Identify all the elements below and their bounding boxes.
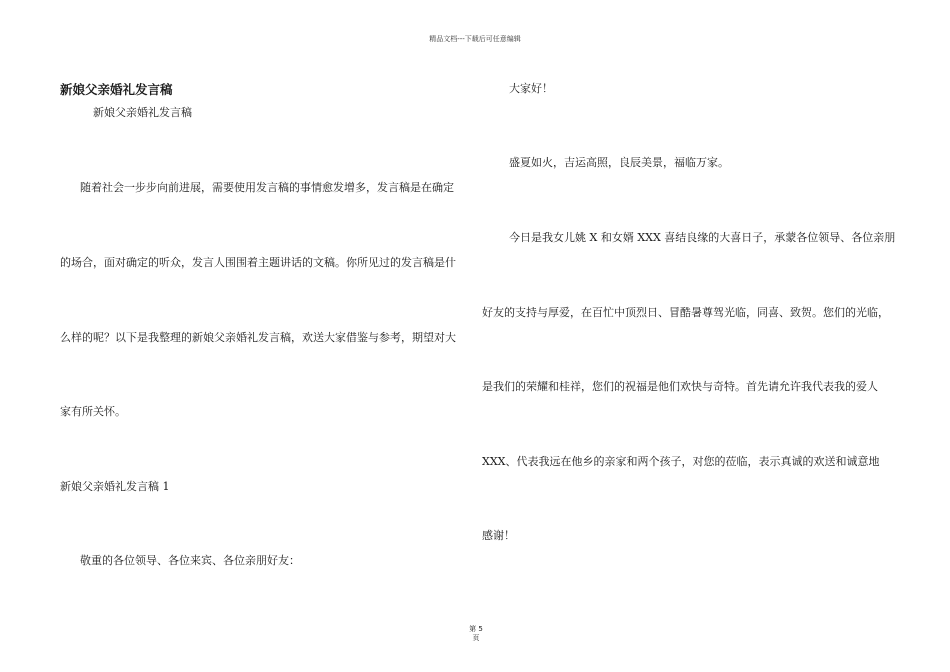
page-number-line1: 第 5: [469, 625, 483, 633]
paragraph-line: 是我们的荣耀和桂祥，您们的祝福是他们欢快与奇特。首先请允许我代表我的爱人: [482, 380, 878, 393]
paragraph-line: 随着社会一步步向前进展，需要使用发言稿的事情愈发增多，发言稿是在确定: [80, 181, 454, 194]
paragraph-line: XXX、代表我远在他乡的亲家和两个孩子，对您的莅临，表示真诚的欢送和诚意地: [482, 455, 880, 468]
page-number-line2: 页: [472, 634, 480, 642]
salutation-line: 敬重的各位领导、各位来宾、各位亲朋好友：: [80, 554, 300, 567]
page-header: 精品文档---下载后可任意编辑: [429, 35, 521, 43]
subtitle: 新娘父亲婚礼发言稿: [93, 106, 192, 119]
paragraph-line: 么样的呢？以下是我整理的新娘父亲婚礼发言稿，欢送大家借鉴与参考，期望对大: [60, 331, 456, 344]
paragraph-line: 感谢！: [482, 529, 515, 542]
paragraph-line: 的场合，面对确定的听众，发言人围围着主题讲话的文稿。你所见过的发言稿是什: [60, 256, 456, 269]
paragraph-line: 家有所关怀。: [60, 405, 126, 418]
section-heading: 新娘父亲婚礼发言稿 1: [60, 480, 170, 493]
paragraph-line: 今日是我女儿姚 X 和女婿 XXX 喜结良缘的大喜日子，承蒙各位领导、各位亲朋: [509, 231, 896, 244]
document-title: 新娘父亲婚礼发言稿: [60, 82, 173, 97]
paragraph-line: 盛夏如火，吉运高照，良辰美景，福临万家。: [509, 156, 729, 169]
paragraph-line: 大家好！: [509, 82, 553, 95]
paragraph-line: 好友的支持与厚爱，在百忙中顶烈日、冒酷暑尊驾光临，同喜、致贺。您们的光临，: [482, 306, 889, 319]
page-number: [466, 625, 486, 643]
